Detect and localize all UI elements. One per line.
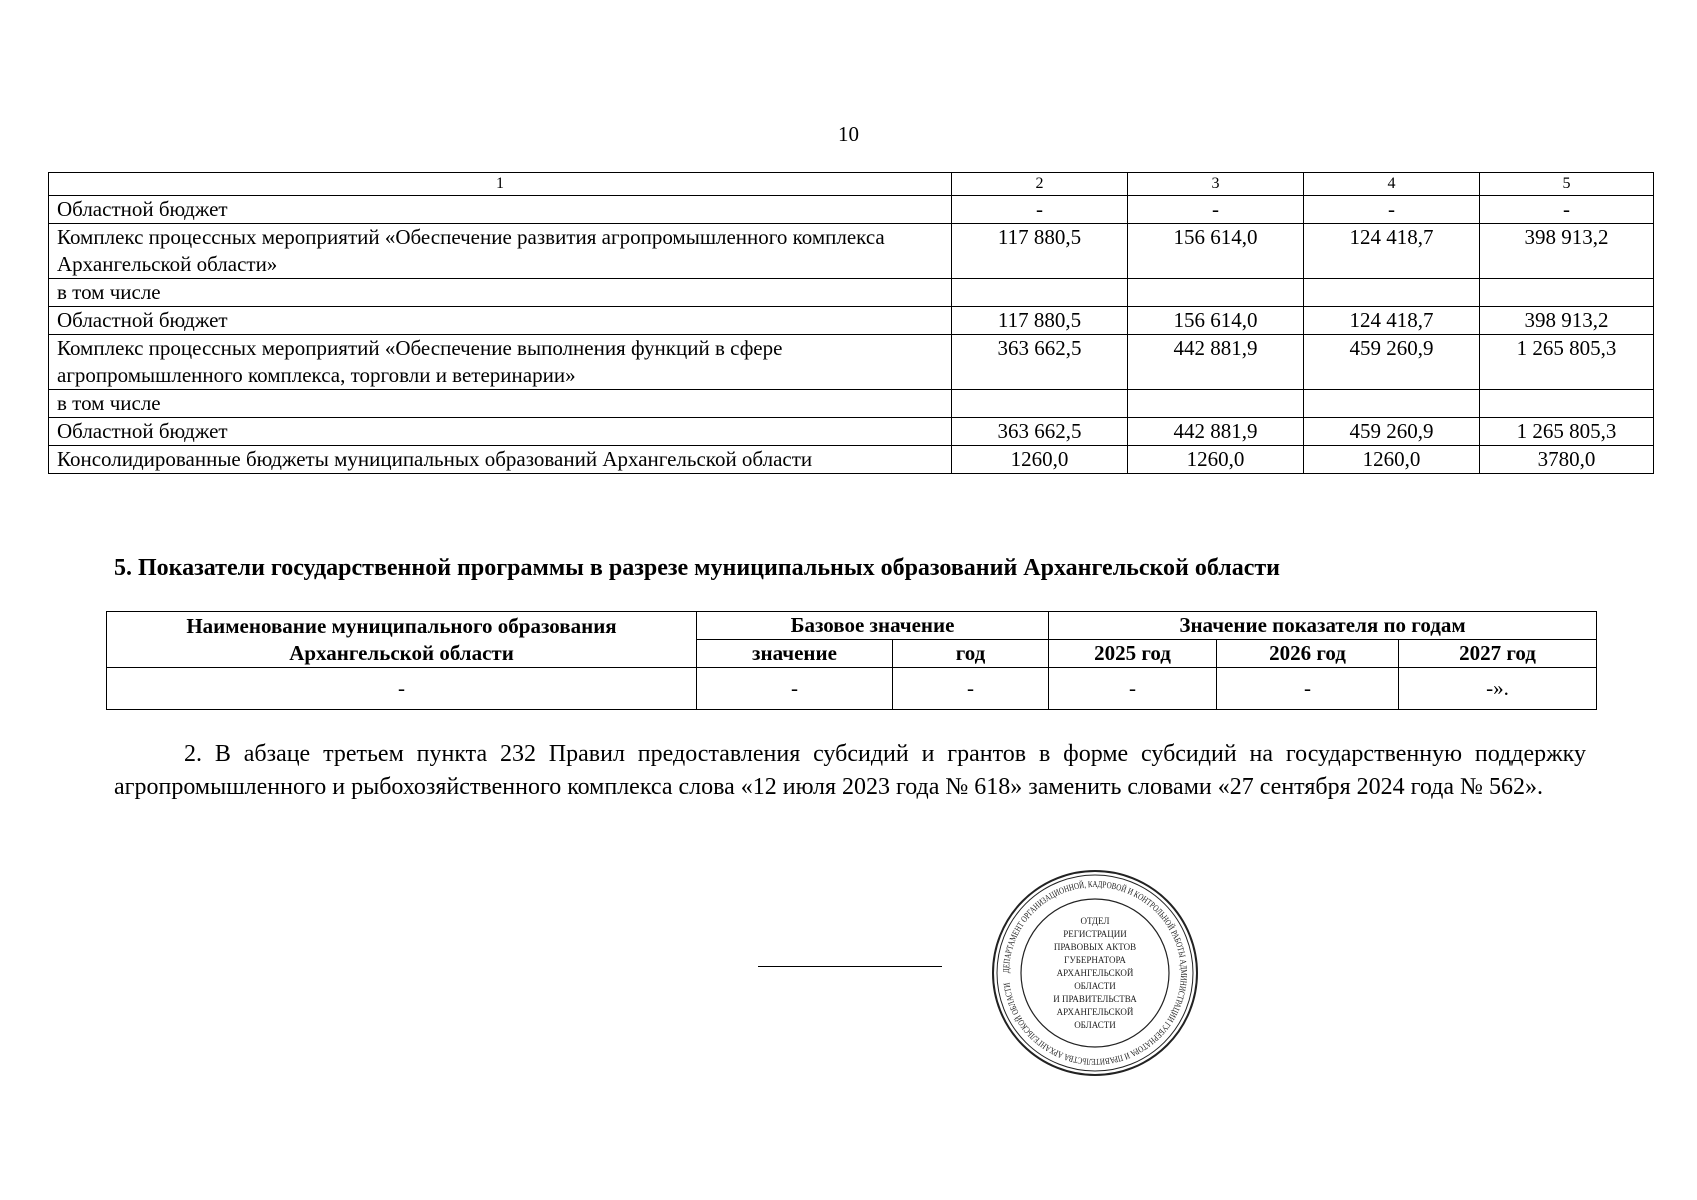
column-header-2025: 2025 год [1049, 640, 1217, 668]
column-header-value: значение [697, 640, 893, 668]
value-cell: 156 614,0 [1128, 224, 1304, 279]
value-cell: 363 662,5 [952, 418, 1128, 446]
value-cell: 398 913,2 [1480, 307, 1654, 335]
table-row [49, 224, 1654, 279]
table-row [49, 307, 1654, 335]
row-label: Консолидированные бюджеты муниципальных образований Архангельской области [49, 446, 952, 474]
column-header-2027: 2027 год [1399, 640, 1597, 668]
row-label: в том числе [49, 279, 952, 307]
value-cell: 459 260,9 [1304, 335, 1480, 390]
value-cell: 156 614,0 [1128, 307, 1304, 335]
value-cell [1304, 390, 1480, 418]
value-cell: - [952, 196, 1128, 224]
value-cell: 1260,0 [1304, 446, 1480, 474]
seal-line: АРХАНГЕЛЬСКОЙ [1056, 968, 1134, 978]
value-cell: 117 880,5 [952, 224, 1128, 279]
seal-line: ГУБЕРНАТОРА [1064, 955, 1126, 965]
value-cell [1304, 279, 1480, 307]
seal-ring-text: ДЕПАРТАМЕНТ ОРГАНИЗАЦИОННОЙ, КАДРОВОЙ И КОНТРОЛЬНОЙ РАБОТЫ АДМИНИСТРАЦИИ ГУБЕРНАТОРА И ПРАВИТЕЛЬСТВА АРХАНГЕЛЬСКОЙ ОБЛАСТИ [1000, 878, 1190, 1068]
row-label: Областной бюджет [49, 418, 952, 446]
table-row [107, 668, 1597, 710]
table-row [49, 335, 1654, 390]
seal-line: АРХАНГЕЛЬСКОЙ [1056, 1007, 1134, 1017]
value-cell: 1260,0 [1128, 446, 1304, 474]
seal-line: ОБЛАСТИ [1074, 1020, 1116, 1030]
value-cell: 117 880,5 [952, 307, 1128, 335]
value-cell: - [1480, 196, 1654, 224]
row-label: Комплекс процессных мероприятий «Обеспечение развития агропромышленного комплекса Архангельской области» [49, 224, 952, 279]
value-cell: - [1304, 196, 1480, 224]
table-header-row [49, 173, 1654, 196]
value-cell: 124 418,7 [1304, 307, 1480, 335]
table-row [49, 279, 1654, 307]
table-cell: - [893, 668, 1049, 710]
value-cell [1128, 390, 1304, 418]
indicators-table [106, 611, 1597, 710]
seal-line: ОТДЕЛ [1080, 916, 1110, 926]
value-cell: 124 418,7 [1304, 224, 1480, 279]
column-number: 1 [49, 173, 952, 196]
column-header-year: год [893, 640, 1049, 668]
table-row [49, 418, 1654, 446]
table-row [49, 390, 1654, 418]
column-header-municipality: Наименование муниципального образования Архангельской области [107, 612, 697, 668]
column-number: 4 [1304, 173, 1480, 196]
page-number: 10 [838, 122, 859, 146]
row-label: Областной бюджет [49, 307, 952, 335]
column-header-years: Значение показателя по годам [1049, 612, 1597, 640]
value-cell: 1 265 805,3 [1480, 335, 1654, 390]
seal-line: РЕГИСТРАЦИИ [1063, 929, 1127, 939]
value-cell: 1260,0 [952, 446, 1128, 474]
value-cell [952, 390, 1128, 418]
paragraph-text: 2. В абзаце третьем пункта 232 Правил предоставления субсидий и грантов в форме субсидий на государственную поддержку агропромышленного и рыбохозяйственного комплекса слова «12 июля 2023 года № 618» заменить словами «27 сентября 2024 года № 562». [114, 741, 1586, 800]
section-title: 5. Показатели государственной программы в разрезе муниципальных образований Архангельской области [114, 555, 1280, 581]
table-cell: - [697, 668, 893, 710]
row-label: в том числе [49, 390, 952, 418]
value-cell: 442 881,9 [1128, 335, 1304, 390]
seal-line: ОБЛАСТИ [1074, 981, 1116, 991]
table-cell: -». [1399, 668, 1597, 710]
budget-table [48, 172, 1654, 474]
column-number: 3 [1128, 173, 1304, 196]
signature-line [758, 966, 942, 967]
official-seal [990, 868, 1200, 1078]
row-label: Комплекс процессных мероприятий «Обеспечение выполнения функций в сфере агропромышленного комплекса, торговли и ветеринарии» [49, 335, 952, 390]
seal-line: И ПРАВИТЕЛЬСТВА [1053, 994, 1137, 1004]
seal-line: ПРАВОВЫХ АКТОВ [1053, 942, 1137, 952]
table-header-row [107, 612, 1597, 640]
value-cell [1480, 279, 1654, 307]
column-number: 5 [1480, 173, 1654, 196]
column-number: 2 [952, 173, 1128, 196]
value-cell: - [1128, 196, 1304, 224]
value-cell [1128, 279, 1304, 307]
column-header-2026: 2026 год [1217, 640, 1399, 668]
value-cell: 442 881,9 [1128, 418, 1304, 446]
table-cell: - [1049, 668, 1217, 710]
table-cell: - [107, 668, 697, 710]
table-cell: - [1217, 668, 1399, 710]
row-label: Областной бюджет [49, 196, 952, 224]
table-row [49, 446, 1654, 474]
value-cell [952, 279, 1128, 307]
amendment-paragraph [114, 738, 1586, 804]
value-cell: 363 662,5 [952, 335, 1128, 390]
value-cell [1480, 390, 1654, 418]
value-cell: 459 260,9 [1304, 418, 1480, 446]
value-cell: 398 913,2 [1480, 224, 1654, 279]
column-header-base: Базовое значение [697, 612, 1049, 640]
value-cell: 3780,0 [1480, 446, 1654, 474]
value-cell: 1 265 805,3 [1480, 418, 1654, 446]
table-row [49, 196, 1654, 224]
